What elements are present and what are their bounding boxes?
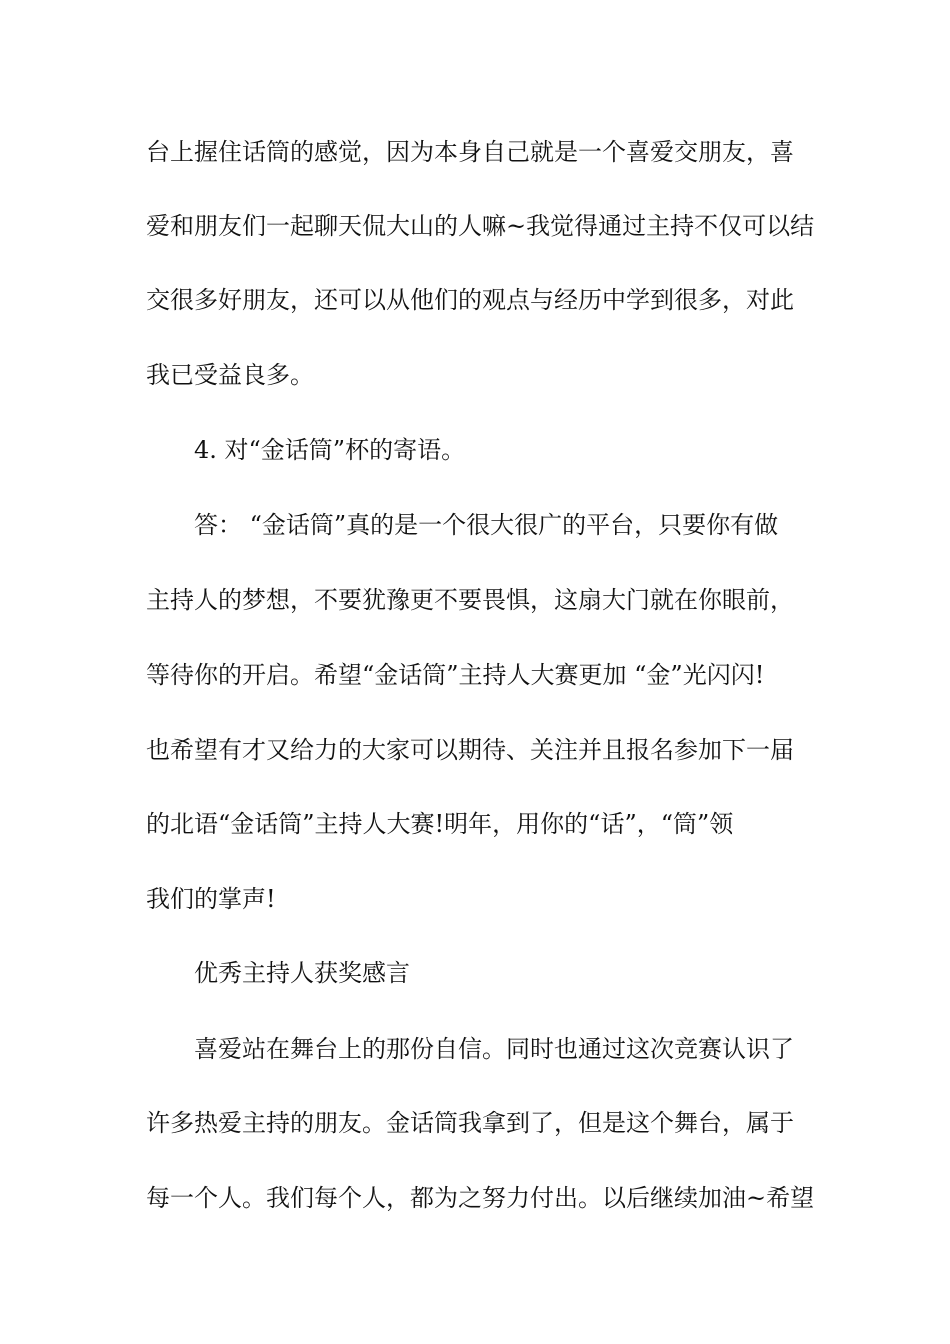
paragraph-line: 我们的掌声! [146,885,276,913]
paragraph-line: 答： “金话筒”真的是一个很大很广的平台，只要你有做 [194,511,779,539]
paragraph-line: 主持人的梦想，不要犹豫更不要畏惧，这扇大门就在你眼前， [146,586,794,614]
paragraph-line: 许多热爱主持的朋友。金话筒我拿到了，但是这个舞台，属于 [146,1109,794,1137]
paragraph-line: 台上握住话筒的感觉，因为本身自己就是一个喜爱交朋友，喜 [146,138,794,166]
paragraph-line: 的北语“金话筒”主持人大赛!明年，用你的“话”，“筒”领 [146,810,734,838]
paragraph-line: 等待你的开启。希望“金话筒”主持人大赛更加 “金”光闪闪! [146,661,765,689]
paragraph-line: 喜爱站在舞台上的那份自信。同时也通过这次竞赛认识了 [194,1035,794,1063]
paragraph-line: 每一个人。我们每个人，都为之努力付出。以后继续加油~希望 [146,1184,815,1212]
section-title: 优秀主持人获奖感言 [194,959,410,987]
paragraph-line: 爱和朋友们一起聊天侃大山的人嘛~我觉得通过主持不仅可以结 [146,212,815,240]
paragraph-line: 也希望有才又给力的大家可以期待、关注并且报名参加下一届 [146,736,794,764]
paragraph-line: 交很多好朋友，还可以从他们的观点与经历中学到很多，对此 [146,286,794,314]
section-heading: 4. 对“金话筒”杯的寄语。 [194,436,466,464]
paragraph-line: 我已受益良多。 [146,361,314,389]
